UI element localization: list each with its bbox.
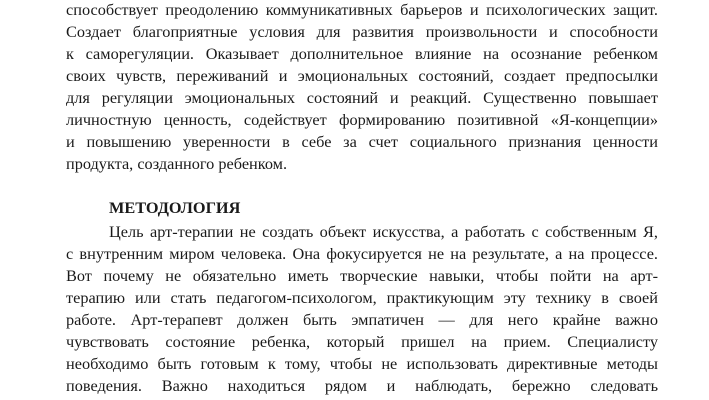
- text-line: Цель арт-терапии не создать объект искусства, а работать с собственным Я,: [109, 222, 658, 241]
- text-line: Создает благоприятные условия для развития произвольности и способности: [66, 22, 658, 41]
- text-line: терапию или стать педагогом-психологом, практикующим эту технику в своей: [66, 288, 658, 307]
- text-line: своих чувств, переживаний и эмоциональных состояний, создает предпосылки: [66, 66, 658, 85]
- text-line: и повышению уверенности в себе за счет социального признания ценности: [66, 132, 658, 151]
- text-line: способствует преодолению коммуникативных барьеров и психологических защит.: [66, 0, 658, 19]
- text-line: к саморегуляции. Оказывает дополнительное влияние на осознание ребенком: [66, 44, 658, 63]
- text-line: чувствовать состояние ребенка, который пришел на прием. Специалисту: [66, 332, 658, 351]
- text-line: необходимо быть готовым к тому, чтобы не использовать директивные методы: [66, 354, 658, 373]
- text-line: с внутренним миром человека. Она фокусируется не на результате, а на процессе.: [66, 244, 658, 263]
- text-line: продукта, созданного ребенком.: [66, 154, 288, 173]
- section-heading: МЕТОДОЛОГИЯ: [109, 198, 241, 217]
- text-line: личностную ценность, содействует формированию позитивной «Я-концепции»: [66, 110, 658, 129]
- text-line: поведения. Важно находиться рядом и наблюдать, бережно следовать: [66, 376, 658, 395]
- text-line: Вот почему не обязательно иметь творческие навыки, чтобы пойти на арт-: [66, 266, 658, 285]
- text-line: для регуляции эмоциональных состояний и реакций. Существенно повышает: [66, 88, 658, 107]
- text-line: работе. Арт-терапевт должен быть эмпатичен — для него крайне важно: [66, 310, 658, 329]
